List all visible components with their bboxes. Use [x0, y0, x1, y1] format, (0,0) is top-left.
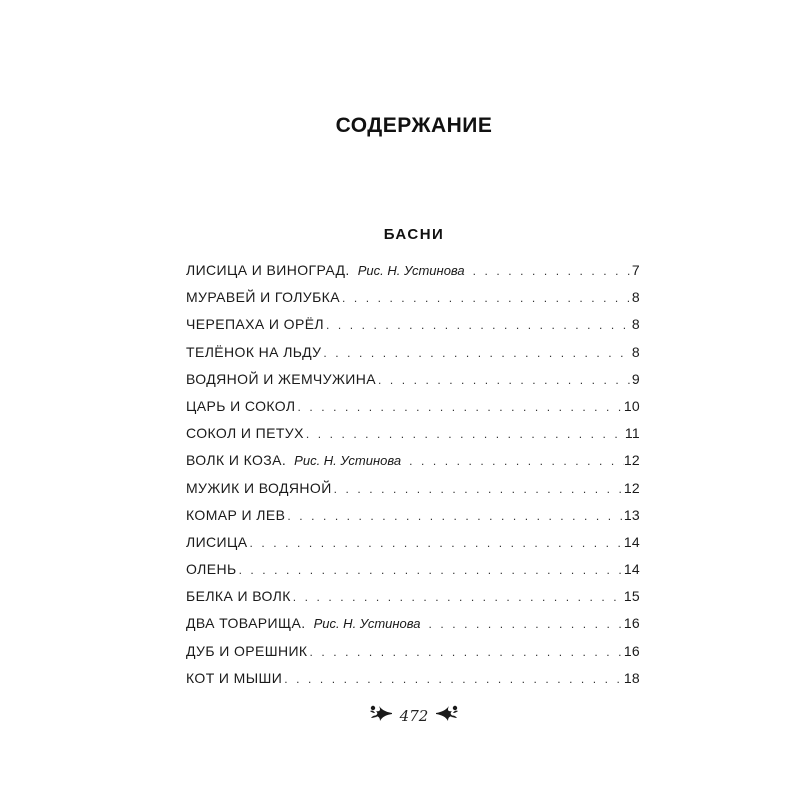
toc-entry-page: 16: [623, 615, 640, 632]
toc-entry-page: 15: [623, 588, 640, 605]
dot-leader: [250, 536, 624, 550]
dot-leader: [306, 427, 625, 441]
toc-entry-title: ЛИСИЦА: [186, 533, 248, 550]
toc-entry-page: 12: [623, 479, 640, 496]
toc-entry-title: ТЕЛЁНОК НА ЛЬДУ: [186, 343, 322, 360]
toc-entry-title: ВОЛК И КОЗА.: [186, 452, 287, 469]
toc-entry-page: 11: [624, 425, 640, 442]
page-title: СОДЕРЖАНИЕ: [335, 114, 493, 137]
toc-entry-page: 14: [623, 561, 640, 578]
toc-entry-title: БЕЛКА И ВОЛК: [186, 588, 291, 605]
page-footer: [0, 702, 800, 729]
toc-entry-page: 13: [623, 506, 640, 523]
toc-entry-page: 8: [631, 289, 640, 306]
toc-entry-title: МУЖИК И ВОДЯНОЙ: [186, 479, 332, 496]
dot-leader: [409, 454, 624, 468]
toc-entry-title: ДВА ТОВАРИЩА.: [186, 615, 306, 632]
toc-entry: [186, 615, 640, 642]
table-of-contents: [186, 262, 640, 697]
dot-leader: [334, 482, 624, 496]
toc-entry-page: 18: [623, 669, 640, 686]
dot-leader: [293, 590, 624, 604]
dot-leader: [287, 509, 623, 523]
floral-ornament-icon: [434, 702, 460, 729]
toc-entry: [186, 452, 640, 479]
toc-entry-credit: Рис. Н. Устинова: [357, 263, 465, 278]
toc-entry: [186, 480, 640, 507]
toc-entry: [186, 670, 640, 697]
toc-entry-title: ДУБ И ОРЕШНИК: [186, 642, 308, 659]
toc-entry: [186, 425, 640, 452]
dot-leader: [297, 400, 623, 414]
dot-leader: [323, 346, 632, 360]
floral-ornament-icon: [368, 702, 394, 729]
toc-entry-page: 10: [623, 397, 640, 414]
toc-entry-title: ВОДЯНОЙ И ЖЕМЧУЖИНА: [186, 370, 376, 387]
toc-entry-page: 14: [623, 533, 640, 550]
toc-entry-title: ЛИСИЦА И ВИНОГРАД.: [186, 262, 350, 278]
toc-entry-page: 12: [623, 452, 640, 469]
toc-entry: [186, 561, 640, 588]
dot-leader: [310, 645, 624, 659]
section-title: БАСНИ: [383, 226, 445, 243]
toc-entry: [186, 588, 640, 615]
toc-entry-page: 16: [623, 642, 640, 659]
toc-entry-page: 8: [631, 343, 640, 360]
toc-entry: [186, 316, 640, 343]
toc-entry: [186, 371, 640, 398]
toc-entry: [186, 289, 640, 316]
toc-entry: [186, 344, 640, 371]
toc-entry-title: КОТ И МЫШИ: [186, 669, 283, 686]
toc-entry-title: ЧЕРЕПАХА И ОРЁЛ: [186, 316, 325, 333]
dot-leader: [326, 318, 632, 332]
toc-entry-title: ОЛЕНЬ: [186, 561, 237, 578]
toc-entry: [186, 262, 640, 289]
toc-entry-credit: Рис. Н. Устинова: [294, 453, 402, 469]
toc-entry: [186, 398, 640, 425]
toc-entry-page: 7: [631, 262, 640, 278]
dot-leader: [429, 617, 624, 631]
toc-entry-title: КОМАР И ЛЕВ: [186, 506, 286, 523]
dot-leader: [239, 563, 624, 577]
dot-leader: [378, 373, 632, 387]
toc-entry-page: 9: [631, 370, 640, 387]
toc-entry: [186, 534, 640, 561]
toc-entry-title: ЦАРЬ И СОКОЛ: [186, 397, 296, 414]
dot-leader: [284, 672, 624, 686]
page-number: 472: [399, 706, 429, 725]
toc-entry-page: 8: [631, 316, 640, 333]
toc-entry-title: СОКОЛ И ПЕТУХ: [186, 425, 304, 442]
toc-entry: [186, 643, 640, 670]
toc-entry-credit: Рис. Н. Устинова: [313, 616, 421, 632]
toc-entry: [186, 507, 640, 534]
toc-entry-title: МУРАВЕЙ И ГОЛУБКА: [186, 289, 340, 306]
dot-leader: [342, 291, 632, 305]
dot-leader: [473, 264, 632, 278]
